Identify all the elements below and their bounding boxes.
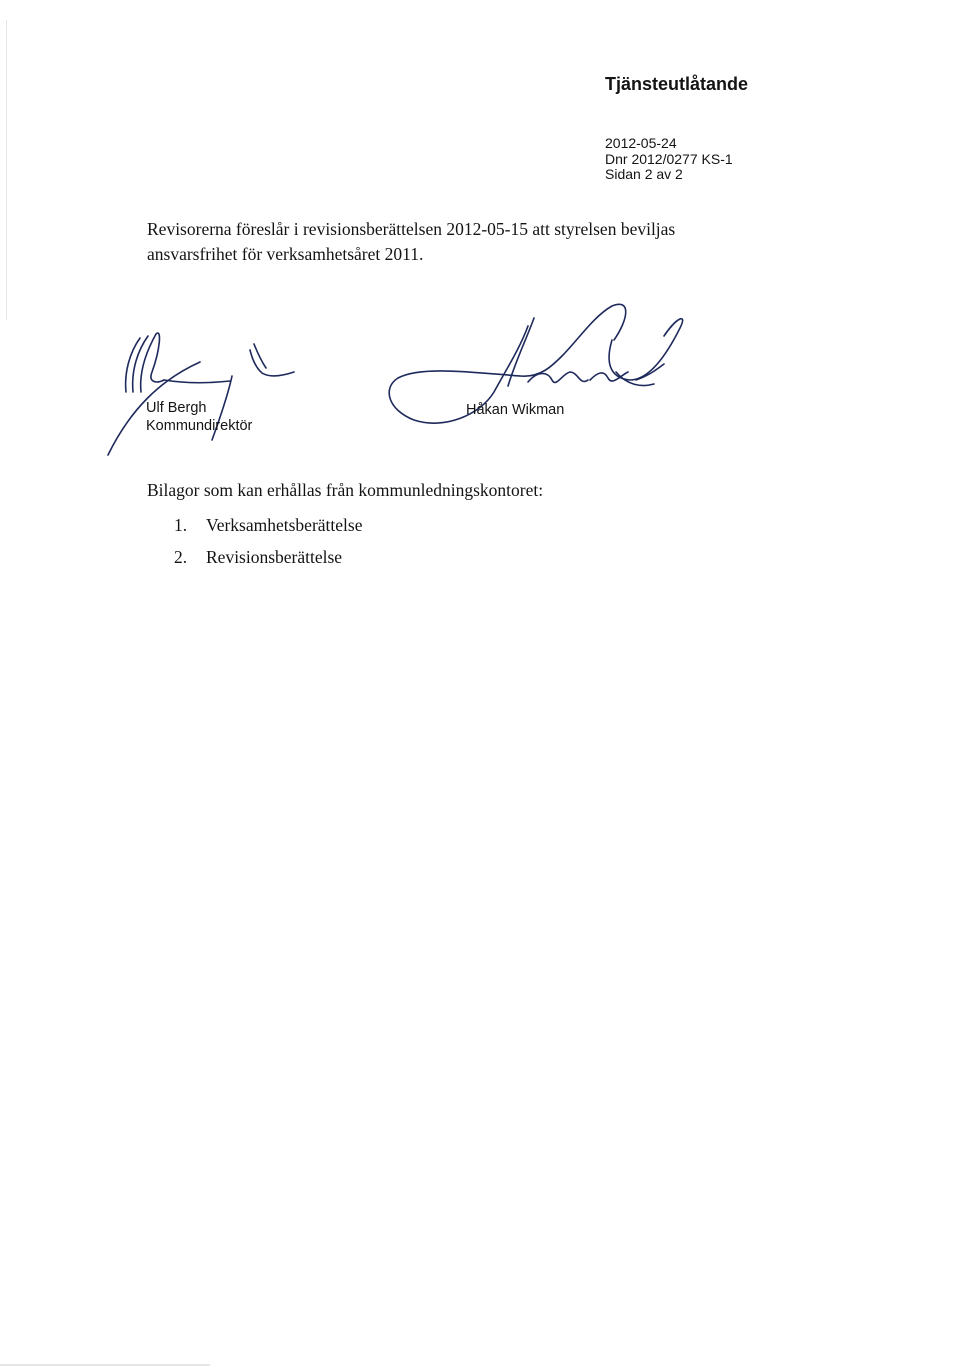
document-type-title: Tjänsteutlåtande	[605, 74, 749, 94]
signer-left-name: Ulf Bergh	[146, 400, 207, 416]
document-dnr: Dnr 2012/0277 KS-1	[605, 150, 733, 167]
document-page-number: Sidan 2 av 2	[605, 166, 683, 182]
handwritten-signatures	[0, 0, 960, 470]
attachment-number: 2.	[174, 547, 188, 567]
signer-left-title: Kommundirektör	[146, 418, 253, 434]
attachments-list	[174, 509, 362, 573]
signer-right-name: Håkan Wikman	[466, 402, 565, 418]
attachment-number: 1.	[174, 515, 188, 535]
attachment-label: Verksamhetsberättelse	[206, 515, 363, 535]
attachments-heading: Bilagor som kan erhållas från kommunledningskontoret:	[147, 480, 544, 500]
body-line: Revisorerna föreslår i revisionsberättelsen 2012-05-15 att styrelsen beviljas	[147, 219, 676, 239]
signature-left	[108, 333, 294, 455]
body-line: ansvarsfrihet för verksamhetsåret 2011.	[147, 244, 424, 264]
attachment-item	[174, 541, 362, 573]
attachment-item	[174, 509, 362, 541]
attachment-label: Revisionsberättelse	[206, 547, 343, 567]
scan-edge-bottom	[0, 1364, 210, 1366]
document-date: 2012-05-24	[605, 135, 677, 151]
